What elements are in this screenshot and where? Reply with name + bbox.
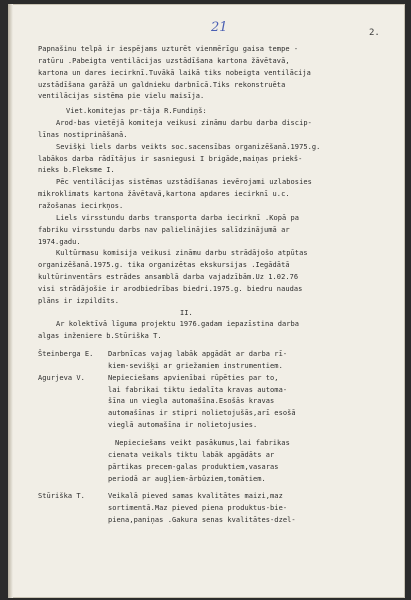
speaker-name: Šteinberga E. [38,350,94,359]
paragraph-overtime [38,213,388,249]
text-line: automašīnas ir stipri nolietojušās,arī esošā [108,409,296,418]
paragraph-culture [38,248,388,307]
text-line: periodā ar augļiem-ārbūziem,tomātiem. [108,474,266,483]
text-line: kartona un dares iecirknī.Tuvākā laikā tiks nobeigta ventilācija [38,68,311,77]
text-line: Veikalā pieved samas kvalitātes maizi,maz [108,492,283,501]
text-line: Arod-bas vietējā komiteja veikusi zināmu darbu darba discip- [56,119,312,128]
speaker-name: Agurjeva V. [38,373,85,382]
text-line: Kultūrmasu komisija veikusi zināmu darbu strādājošo atpūtas [56,249,308,258]
speaker-name [38,438,108,485]
text-line: organizēšanā.1975.g. tika organizētas ekskursijas .Iegādātā [38,261,290,270]
text-line: kiem-sevišķi ar griežamiem instrumentiem. [108,361,283,370]
text-line: visi strādājošie ir arodbiedrības biedri.1975.g. biedru naudas [38,284,303,293]
document-body [38,44,388,527]
paragraph-committee [38,118,388,142]
typed-page-number: 2. [369,28,380,38]
text-line: kultūrinventārs estrādes ansamblā darba vajadzībām.Uz 1.02.76 [38,273,299,282]
text-line: fabriku virsstundu darbs nav palielinājies salīdzinājumā ar [38,225,290,234]
text-line: labākos darba rādītājus ir sasniegusi I brigāde,maiņas priekš- [38,154,303,163]
text-line: ratūru .Pabeigta ventilācijas uzstādīšana kartona žāvētavā, [38,56,290,65]
text-line: 1974.gadu. [38,237,81,246]
text-line: Papnašinu telpā ir iespējams uzturēt vienmērīgu gaisa tempe - [38,45,299,53]
text-line: Nepieciešams veikt pasākumus,lai fabrikas [115,439,290,447]
page-edge [8,4,13,598]
entry-continued [38,438,388,485]
text-line: šīna un viegla automašīna.Esošās kravas [108,397,275,406]
section-intro [38,319,388,343]
text-line: Pēc ventilācijas sistēmas uzstādīšanas ievērojami uzlabosies [56,178,312,187]
text-line: uzstādīšana garāžā un galdnieku darbnīcā.Tiks rekonstruēta [38,80,286,89]
entry-steinberga [38,349,388,373]
text-line: Darbnīcas vajag labāk apgādāt ar darba rī- [108,350,288,359]
text-line: Viet.komitejas pr-tāja R.Fundiņš: [66,107,207,116]
text-line: cienata veikals tiktu labāk apgādāts ar [108,450,275,459]
text-line: piena,paniņas .Gakura senas kvalitātes-dzel- [108,516,296,525]
text-line: Nepieciešams apvienībai rūpēties par to, [108,373,279,382]
text-line: nieks b.Fleksme I. [38,166,115,175]
paragraph-speaker [38,106,388,118]
text-line: lai fabrikai tiktu iedalīta kravas automa- [108,385,288,394]
text-line: līnas nostiprināšanā. [38,130,128,139]
text-line: plāns ir izpildīts. [38,296,120,305]
paragraph-microclimate [38,177,388,213]
text-line: Sevišķi liels darbs veikts soc.sacensības organizēšanā.1975.g. [56,142,321,151]
text-line: ražošanas iecirkņos. [38,201,124,210]
text-line: sortimentā.Maz pieved piena produktus-bie- [108,504,288,513]
paragraph-ventilation [38,44,388,103]
section-heading: II. [180,308,193,317]
paragraph-competition [38,142,388,178]
text-line: vieglā automašīna ir nolietojusies. [108,421,258,430]
text-line: Liels virsstundu darbs transporta darba iecirknī .Kopā pa [56,213,300,222]
entry-agurjeva [38,373,388,432]
text-line: pārtikas precem-galas produktiem,vasaras [108,462,279,471]
speaker-name: Stūriška T. [38,492,85,501]
text-line: Ar kolektīvā līguma projektu 1976.gadam iepazīstina darba [56,320,300,329]
entry-sturiska [38,491,388,527]
text-line: mikroklimats kartona žāvētavā,kartona apdares iecirknī u.c. [38,190,290,199]
handwritten-page-number: 21 [211,20,228,35]
text-line: algas inženiere b.Stūriška T. [38,332,162,341]
text-line: ventilācijas sistēma pie vielu maisīja. [38,92,205,101]
